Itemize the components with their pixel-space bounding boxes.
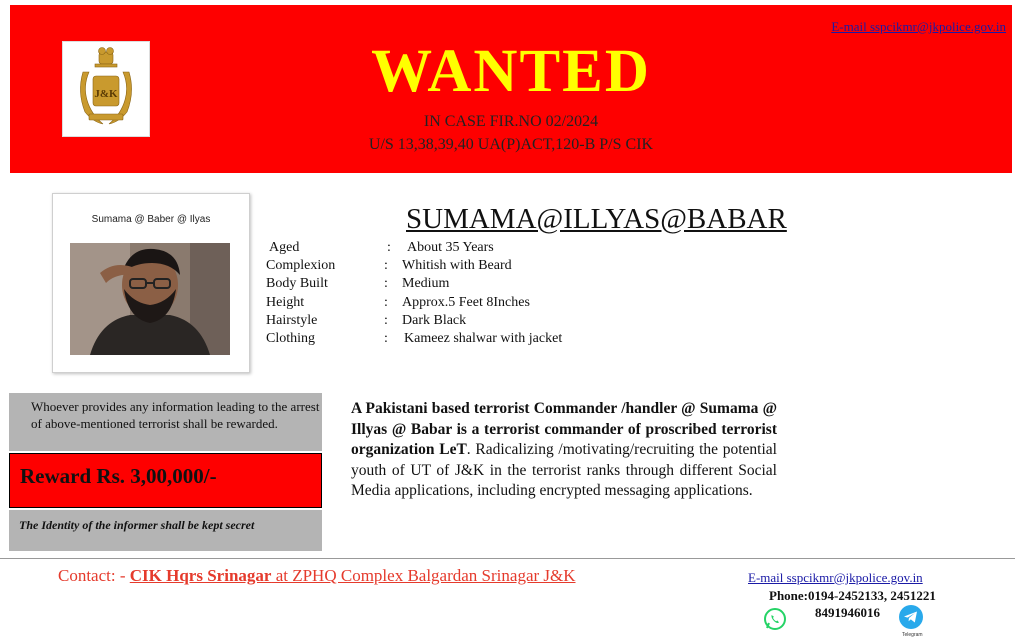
detail-separator: : bbox=[384, 276, 388, 292]
detail-value: Whitish with Beard bbox=[402, 258, 512, 274]
detail-label: Height bbox=[266, 294, 305, 310]
suspect-description bbox=[351, 399, 777, 502]
detail-label: Hairstyle bbox=[266, 312, 318, 328]
suspect-details-list bbox=[266, 240, 562, 349]
whatsapp-icon bbox=[763, 607, 787, 631]
suspect-photo-card bbox=[52, 193, 250, 373]
photo-caption: Sumama @ Baber @ Ilyas bbox=[91, 214, 211, 225]
detail-label: Aged bbox=[269, 240, 300, 255]
detail-separator: : bbox=[384, 294, 388, 310]
detail-label: Body Built bbox=[266, 276, 328, 292]
detail-separator: : bbox=[384, 330, 388, 346]
description-rest: . Radicalizing /motivating/recruiting the potential youth of UT of J&K in the terrorist ranks through different Social Media applications, including encrypted messaging applications. bbox=[351, 441, 777, 500]
telegram-label: Telegram bbox=[902, 632, 923, 638]
detail-separator: : bbox=[387, 240, 391, 255]
wanted-header-banner bbox=[10, 5, 1012, 173]
case-sections: U/S 13,38,39,40 UA(P)ACT,120-B P/S CIK bbox=[368, 136, 654, 153]
detail-value: Dark Black bbox=[402, 312, 467, 328]
detail-value: Kameez shalwar with jacket bbox=[404, 330, 563, 346]
detail-label: Complexion bbox=[266, 258, 336, 274]
detail-row-clothing bbox=[266, 331, 562, 349]
identity-secret-box bbox=[9, 510, 322, 551]
reward-amount: Reward Rs. 3,00,000/- bbox=[20, 464, 217, 488]
info-notice-text: Whoever provides any information leading to the arrest of above-mentioned terrorist shall be rewarded. bbox=[31, 399, 320, 431]
footer-phone-mobile: 8491946016 bbox=[815, 605, 880, 620]
contact-label: Contact: - bbox=[58, 566, 130, 585]
suspect-name: SUMAMA@ILLYAS@BABAR bbox=[406, 203, 787, 235]
detail-value: About 35 Years bbox=[407, 240, 494, 255]
contact-hq: CIK Hqrs Srinagar bbox=[129, 566, 272, 585]
detail-row-body-built bbox=[266, 276, 562, 294]
detail-row-height bbox=[266, 295, 562, 313]
footer-phone: Phone:0194-2452133, 2451221 bbox=[769, 588, 936, 603]
wanted-title: WANTED bbox=[371, 38, 651, 105]
info-notice-box bbox=[9, 393, 322, 451]
detail-label: Clothing bbox=[266, 330, 316, 346]
footer-email-link[interactable]: E-mail sspcikmr@jkpolice.gov.in bbox=[748, 570, 923, 585]
description-bold: A Pakistani based terrorist Commander /handler @ Sumama @ Illyas @ Babar is a terrorist commander of proscribed terrorist organization LeT bbox=[351, 400, 777, 459]
case-fir-number: IN CASE FIR.NO 02/2024 bbox=[423, 113, 599, 130]
detail-row-hairstyle bbox=[266, 313, 562, 331]
suspect-photo bbox=[70, 243, 230, 355]
emblem-text: J&K bbox=[94, 88, 118, 100]
identity-secret-text: The Identity of the informer shall be kept secret bbox=[19, 518, 255, 532]
footer-divider bbox=[0, 558, 1015, 559]
detail-value: Medium bbox=[402, 276, 450, 292]
detail-value: Approx.5 Feet 8Inches bbox=[402, 294, 530, 310]
header-email-link[interactable]: E-mail sspcikmr@jkpolice.gov.in bbox=[831, 19, 1006, 34]
telegram-icon bbox=[898, 604, 924, 630]
contact-line bbox=[58, 566, 576, 586]
detail-row-aged bbox=[266, 240, 562, 258]
detail-separator: : bbox=[384, 258, 388, 274]
detail-separator: : bbox=[384, 312, 388, 328]
reward-box bbox=[9, 453, 322, 508]
contact-location: at ZPHQ Complex Balgardan Srinagar J&K bbox=[271, 566, 576, 585]
detail-row-complexion bbox=[266, 258, 562, 276]
